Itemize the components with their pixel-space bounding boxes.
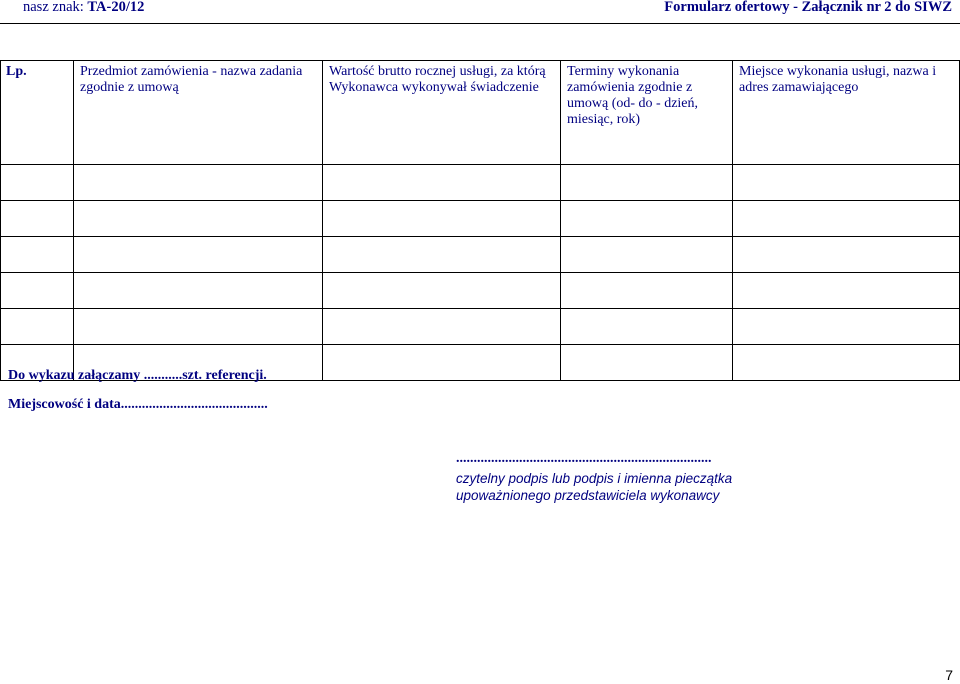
references-table [0,60,960,381]
form-title [664,0,952,16]
table-cell[interactable] [733,309,960,345]
table-cell[interactable] [323,237,561,273]
table-cell[interactable] [733,237,960,273]
table-cell[interactable] [323,273,561,309]
table-cell[interactable] [74,273,323,309]
table-cell[interactable] [733,201,960,237]
table-cell[interactable] [1,165,74,201]
col-header-subject-text: Przedmiot zamówienia - nazwa zadania zgodnie z umową [80,64,303,95]
table-row [1,309,960,345]
col-header-place [733,61,960,165]
table-cell[interactable] [74,165,323,201]
table-cell[interactable] [561,309,733,345]
table-cell[interactable] [561,237,733,273]
col-header-value [323,61,561,165]
table-cell[interactable] [733,165,960,201]
table-cell[interactable] [1,201,74,237]
attachments-statement: Do wykazu załączamy ...........szt. referencji. [8,368,267,383]
table-row [1,201,960,237]
table-cell[interactable] [323,309,561,345]
reference-number [23,0,144,16]
reference-code: TA-20/12 [87,0,145,15]
table-cell[interactable] [323,345,561,381]
form-title-text: Formularz ofertowy - Załącznik nr 2 do SIWZ [664,0,952,15]
header-rule [0,23,960,24]
table-cell[interactable] [561,273,733,309]
signature-caption-line-1: czytelny podpis lub podpis i imienna pieczątka [456,471,733,486]
table-cell[interactable] [74,201,323,237]
signature-caption-line-2: upoważnionego przedstawiciela wykonawcy [456,488,720,503]
table-cell[interactable] [1,273,74,309]
table-row [1,165,960,201]
table-row [1,237,960,273]
place-and-date: Miejscowość i data.......................................... [8,397,268,412]
signature-caption [456,470,732,504]
table-cell[interactable] [323,165,561,201]
table-cell[interactable] [1,237,74,273]
table-cell[interactable] [561,165,733,201]
col-header-dates [561,61,733,165]
table-cell[interactable] [561,201,733,237]
page-number: 7 [945,667,953,683]
table-cell[interactable] [733,273,960,309]
table-cell[interactable] [74,309,323,345]
table-cell[interactable] [733,345,960,381]
table-cell[interactable] [323,201,561,237]
signature-line: ......................................................................... [456,451,712,466]
table-cell[interactable] [74,237,323,273]
reference-label: nasz znak: [23,0,88,15]
col-header-dates-text: Terminy wykonania zamówienia zgodnie z umową (od- do - dzień, miesiąc, rok) [567,64,699,127]
table-header-row [1,61,960,165]
col-header-place-text: Miejsce wykonania usługi, nazwa i adres zamawiającego [739,64,937,95]
table-cell[interactable] [561,345,733,381]
col-header-lp-text: Lp. [6,64,27,79]
col-header-lp [1,61,74,165]
table-row [1,273,960,309]
col-header-subject [74,61,323,165]
table-cell[interactable] [1,309,74,345]
col-header-value-text: Wartość brutto rocznej usługi, za którą Wykonawca wykonywał świadczenie [329,64,546,95]
